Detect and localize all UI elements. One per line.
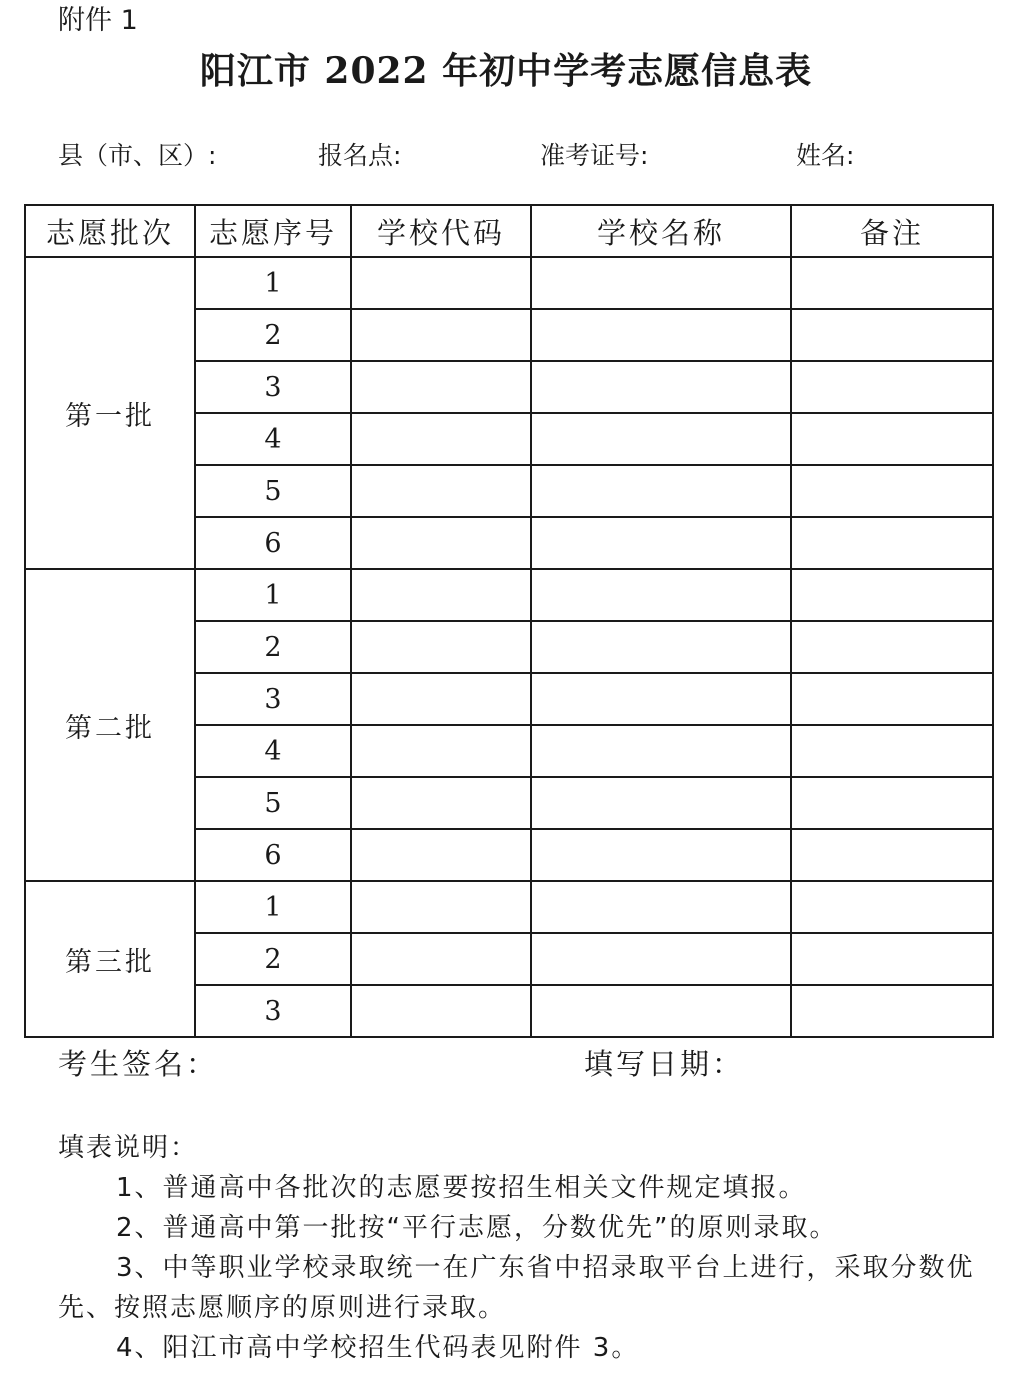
instruction-item: 2、普通高中第一批按“平行志愿，分数优先”的原则录取。 — [116, 1213, 838, 1243]
school-code-cell[interactable] — [351, 621, 531, 673]
school-name-cell[interactable] — [531, 933, 791, 985]
school-code-cell[interactable] — [351, 725, 531, 777]
sequence-number: 6 — [195, 517, 351, 569]
sequence-number: 2 — [195, 933, 351, 985]
school-code-cell[interactable] — [351, 881, 531, 933]
table-row — [25, 257, 993, 309]
column-header-school-name: 学校名称 — [531, 205, 791, 257]
remarks-cell[interactable] — [791, 933, 993, 985]
instruction-item: 3、中等职业学校录取统一在广东省中招录取平台上进行，采取分数优先、按照志愿顺序的原则进行录取。 — [58, 1253, 975, 1323]
school-code-cell[interactable] — [351, 257, 531, 309]
remarks-cell[interactable] — [791, 725, 993, 777]
remarks-cell[interactable] — [791, 985, 993, 1037]
school-name-cell[interactable] — [531, 309, 791, 361]
batch-label: 第二批 — [25, 569, 195, 881]
school-name-cell[interactable] — [531, 985, 791, 1037]
instruction-item: 1、普通高中各批次的志愿要按招生相关文件规定填报。 — [116, 1173, 807, 1203]
school-code-cell[interactable] — [351, 673, 531, 725]
sequence-number: 3 — [195, 985, 351, 1037]
school-name-cell[interactable] — [531, 829, 791, 881]
school-name-cell[interactable] — [531, 621, 791, 673]
sequence-number: 4 — [195, 725, 351, 777]
sequence-number: 2 — [195, 621, 351, 673]
attachment-label: 附件 1 — [58, 5, 138, 36]
registration-point-label: 报名点: — [318, 141, 402, 170]
sequence-number: 4 — [195, 413, 351, 465]
school-code-cell[interactable] — [351, 829, 531, 881]
remarks-cell[interactable] — [791, 777, 993, 829]
school-code-cell[interactable] — [351, 361, 531, 413]
column-header-remarks: 备注 — [791, 205, 993, 257]
name-field-label: 姓名: — [796, 141, 855, 170]
instruction-item: 4、阳江市高中学校招生代码表见附件 3。 — [116, 1333, 640, 1363]
school-code-cell[interactable] — [351, 517, 531, 569]
school-code-cell[interactable] — [351, 413, 531, 465]
batch-label: 第一批 — [25, 257, 195, 569]
remarks-cell[interactable] — [791, 621, 993, 673]
column-header-sequence: 志愿序号 — [195, 205, 351, 257]
page-title: 阳江市 2022 年初中学考志愿信息表 — [199, 50, 813, 92]
remarks-cell[interactable] — [791, 465, 993, 517]
school-name-cell[interactable] — [531, 465, 791, 517]
remarks-cell[interactable] — [791, 361, 993, 413]
sequence-number: 5 — [195, 465, 351, 517]
batch-label: 第三批 — [25, 881, 195, 1037]
school-name-cell[interactable] — [531, 413, 791, 465]
remarks-cell[interactable] — [791, 569, 993, 621]
remarks-cell[interactable] — [791, 413, 993, 465]
column-header-school-code: 学校代码 — [351, 205, 531, 257]
school-code-cell[interactable] — [351, 985, 531, 1037]
sequence-number: 1 — [195, 881, 351, 933]
sequence-number: 3 — [195, 361, 351, 413]
preference-table — [24, 204, 994, 1038]
remarks-cell[interactable] — [791, 673, 993, 725]
sequence-number: 3 — [195, 673, 351, 725]
remarks-cell[interactable] — [791, 881, 993, 933]
remarks-cell[interactable] — [791, 257, 993, 309]
instructions-heading: 填表说明： — [58, 1133, 199, 1163]
school-name-cell[interactable] — [531, 569, 791, 621]
school-code-cell[interactable] — [351, 569, 531, 621]
school-name-cell[interactable] — [531, 673, 791, 725]
county-field-label: 县（市、区）: — [58, 141, 217, 170]
fill-date-label: 填写日期： — [584, 1047, 745, 1081]
school-name-cell[interactable] — [531, 725, 791, 777]
table-row — [25, 569, 993, 621]
school-name-cell[interactable] — [531, 257, 791, 309]
table-header-row — [25, 205, 993, 257]
school-name-cell[interactable] — [531, 777, 791, 829]
school-name-cell[interactable] — [531, 517, 791, 569]
exam-number-label: 准考证号: — [540, 141, 649, 170]
student-signature-label: 考生签名： — [58, 1047, 219, 1081]
column-header-batch: 志愿批次 — [25, 205, 195, 257]
school-name-cell[interactable] — [531, 361, 791, 413]
school-code-cell[interactable] — [351, 465, 531, 517]
remarks-cell[interactable] — [791, 829, 993, 881]
remarks-cell[interactable] — [791, 517, 993, 569]
sequence-number: 1 — [195, 569, 351, 621]
fill-instructions — [58, 1128, 978, 1368]
school-code-cell[interactable] — [351, 777, 531, 829]
sequence-number: 2 — [195, 309, 351, 361]
table-row — [25, 881, 993, 933]
sequence-number: 6 — [195, 829, 351, 881]
school-code-cell[interactable] — [351, 309, 531, 361]
sequence-number: 5 — [195, 777, 351, 829]
sequence-number: 1 — [195, 257, 351, 309]
school-name-cell[interactable] — [531, 881, 791, 933]
school-code-cell[interactable] — [351, 933, 531, 985]
remarks-cell[interactable] — [791, 309, 993, 361]
